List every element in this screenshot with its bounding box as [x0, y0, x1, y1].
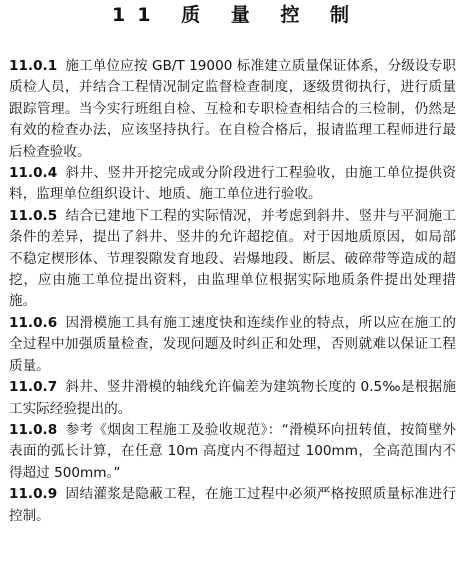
clause-list	[9, 56, 456, 527]
clause-number: 11.0.9	[9, 486, 58, 503]
clause-11-0-1	[9, 56, 456, 163]
clause-number: 11.0.1	[9, 58, 58, 74]
clause-text: 斜井、竖井开挖完成或分阶段进行工程验收，由施工单位提供资料，监理单位组织设计、地质、施工单位进行验收。	[9, 165, 456, 203]
clause-11-0-8	[9, 420, 456, 484]
clause-number: 11.0.7	[9, 379, 58, 396]
clause-11-0-7	[9, 377, 456, 420]
clause-number: 11.0.5	[9, 207, 58, 224]
clause-number: 11.0.4	[9, 165, 58, 182]
chapter-title: 11 质 量 控 制	[112, 4, 361, 26]
clause-number: 11.0.8	[9, 421, 58, 438]
clause-11-0-5	[9, 206, 456, 313]
clause-text: 因滑模施工具有施工速度快和连续作业的特点，所以应在施工的全过程中加强质量检查，发现问题及时纠正和处理，否则就难以保证工程质量。	[9, 314, 456, 374]
clause-number: 11.0.6	[9, 314, 58, 331]
clause-text: 斜井、竖井滑模的轴线允许偏差为建筑物长度的 0.5‰是根据施工实际经验提出的。	[9, 379, 456, 417]
clause-text: 结合已建地下工程的实际情况，并考虑到斜井、竖井与平洞施工条件的差异，提出了斜井、竖井的允许超挖值。对于因地质原因，如局部不稳定楔形体、节理裂隙发育地段、岩爆地段、断层、破碎带等造成的超挖，应由施工单位提出资料，由监理单位根据实际地质条件提出处理措施。	[9, 207, 456, 310]
clause-11-0-4	[9, 163, 456, 206]
clause-text: 参考《烟囱工程施工及验收规范》：“滑模环向扭转值，按简壁外表面的弧长计算，在任意 10m 高度内不得超过 100mm，全高范围内不得超过 500mm。”	[9, 421, 456, 481]
clause-text: 固结灌浆是隐蔽工程，在施工过程中必须严格按照质量标准进行控制。	[9, 486, 456, 524]
clause-text: 施工单位应按 GB/T 19000 标准建立质量保证体系，分级设专职质检人员，并结合工程情况制定监督检查制度，逐级贯彻执行，进行质量跟踪管理。当今实行班组自检、互检和专职检查相结合的三检制，仍然是有效的检查办法，应该坚持执行。在自检合格后，报请监理工程师进行最后检查验收。	[9, 58, 456, 160]
clause-11-0-6	[9, 313, 456, 377]
clause-11-0-9	[9, 484, 456, 527]
